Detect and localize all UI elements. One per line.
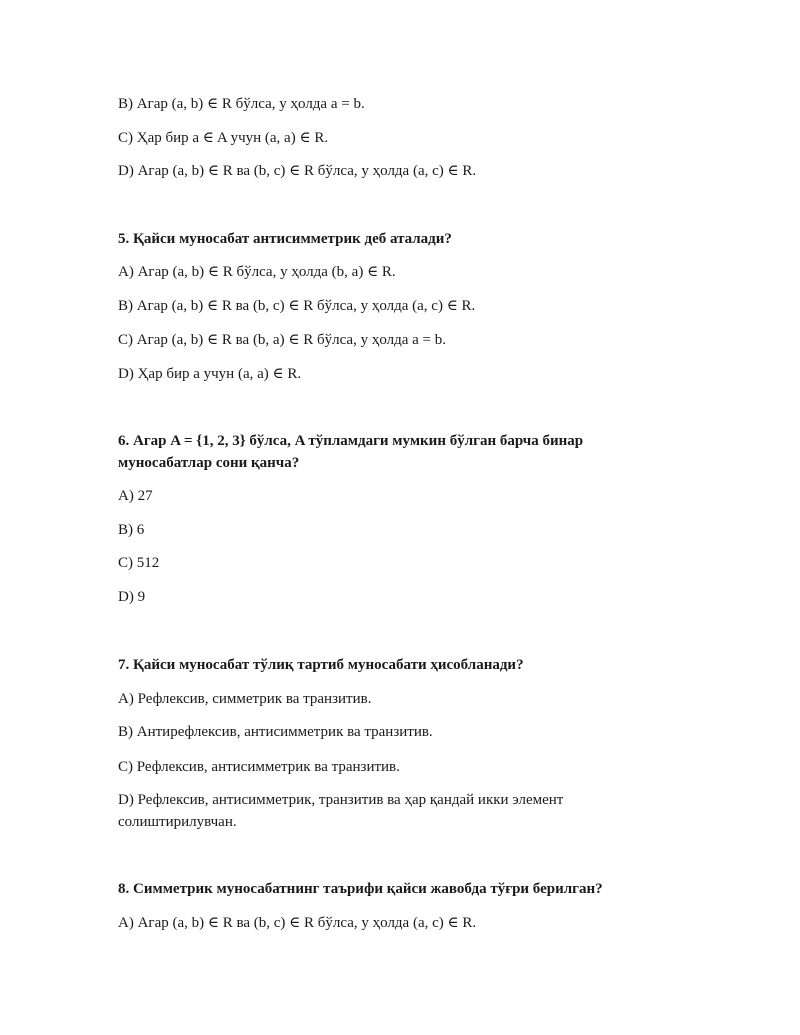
q6-question-line2: муносабатлар сони қанча? [118, 455, 300, 471]
q6-option-a: A) 27 [118, 488, 153, 504]
q5-option-c: C) Агар (a, b) ∈ R ва (b, a) ∈ R бўлса, у ҳолда a = b. [118, 332, 447, 348]
q6-option-d: D) 9 [118, 589, 146, 605]
q6-question-line1: 6. Агар A = {1, 2, 3} бўлса, A тўпламдаги мумкин бўлган барча бинар [118, 433, 584, 449]
q5-question: 5. Қайси муносабат антисимметрик деб аталади? [118, 231, 452, 247]
q8-option-a: A) Агар (a, b) ∈ R ва (b, c) ∈ R бўлса, у ҳолда (a, c) ∈ R. [118, 915, 477, 931]
q5-option-b: B) Агар (a, b) ∈ R ва (b, c) ∈ R бўлса, у ҳолда (a, c) ∈ R. [118, 298, 476, 314]
q6-option-c: C) 512 [118, 555, 160, 571]
q7-option-d-line2: солиштирилувчан. [118, 814, 237, 830]
q4-option-d: D) Агар (a, b) ∈ R ва (b, c) ∈ R бўлса, у ҳолда (a, c) ∈ R. [118, 163, 477, 179]
q7-option-d-line1: D) Рефлексив, антисимметрик, транзитив ва ҳар қандай икки элемент [118, 792, 564, 808]
q8-question: 8. Симметрик муносабатнинг таърифи қайси жавобда тўғри берилган? [118, 881, 603, 897]
q6-option-b: B) 6 [118, 522, 145, 538]
q7-option-b: B) Антирефлексив, антисимметрик ва транзитив. [118, 724, 433, 740]
q7-option-a: A) Рефлексив, симметрик ва транзитив. [118, 691, 372, 707]
q7-option-c: C) Рефлексив, антисимметрик ва транзитив. [118, 759, 400, 775]
q4-option-c: C) Ҳар бир a ∈ A учун (a, a) ∈ R. [118, 130, 329, 146]
q5-option-d: D) Ҳар бир a учун (a, a) ∈ R. [118, 366, 302, 382]
q5-option-a: A) Агар (a, b) ∈ R бўлса, у ҳолда (b, a) ∈ R. [118, 264, 396, 280]
q7-question: 7. Қайси муносабат тўлиқ тартиб муносабати ҳисобланади? [118, 657, 524, 673]
q4-option-b: B) Агар (a, b) ∈ R бўлса, у ҳолда a = b. [118, 96, 365, 112]
